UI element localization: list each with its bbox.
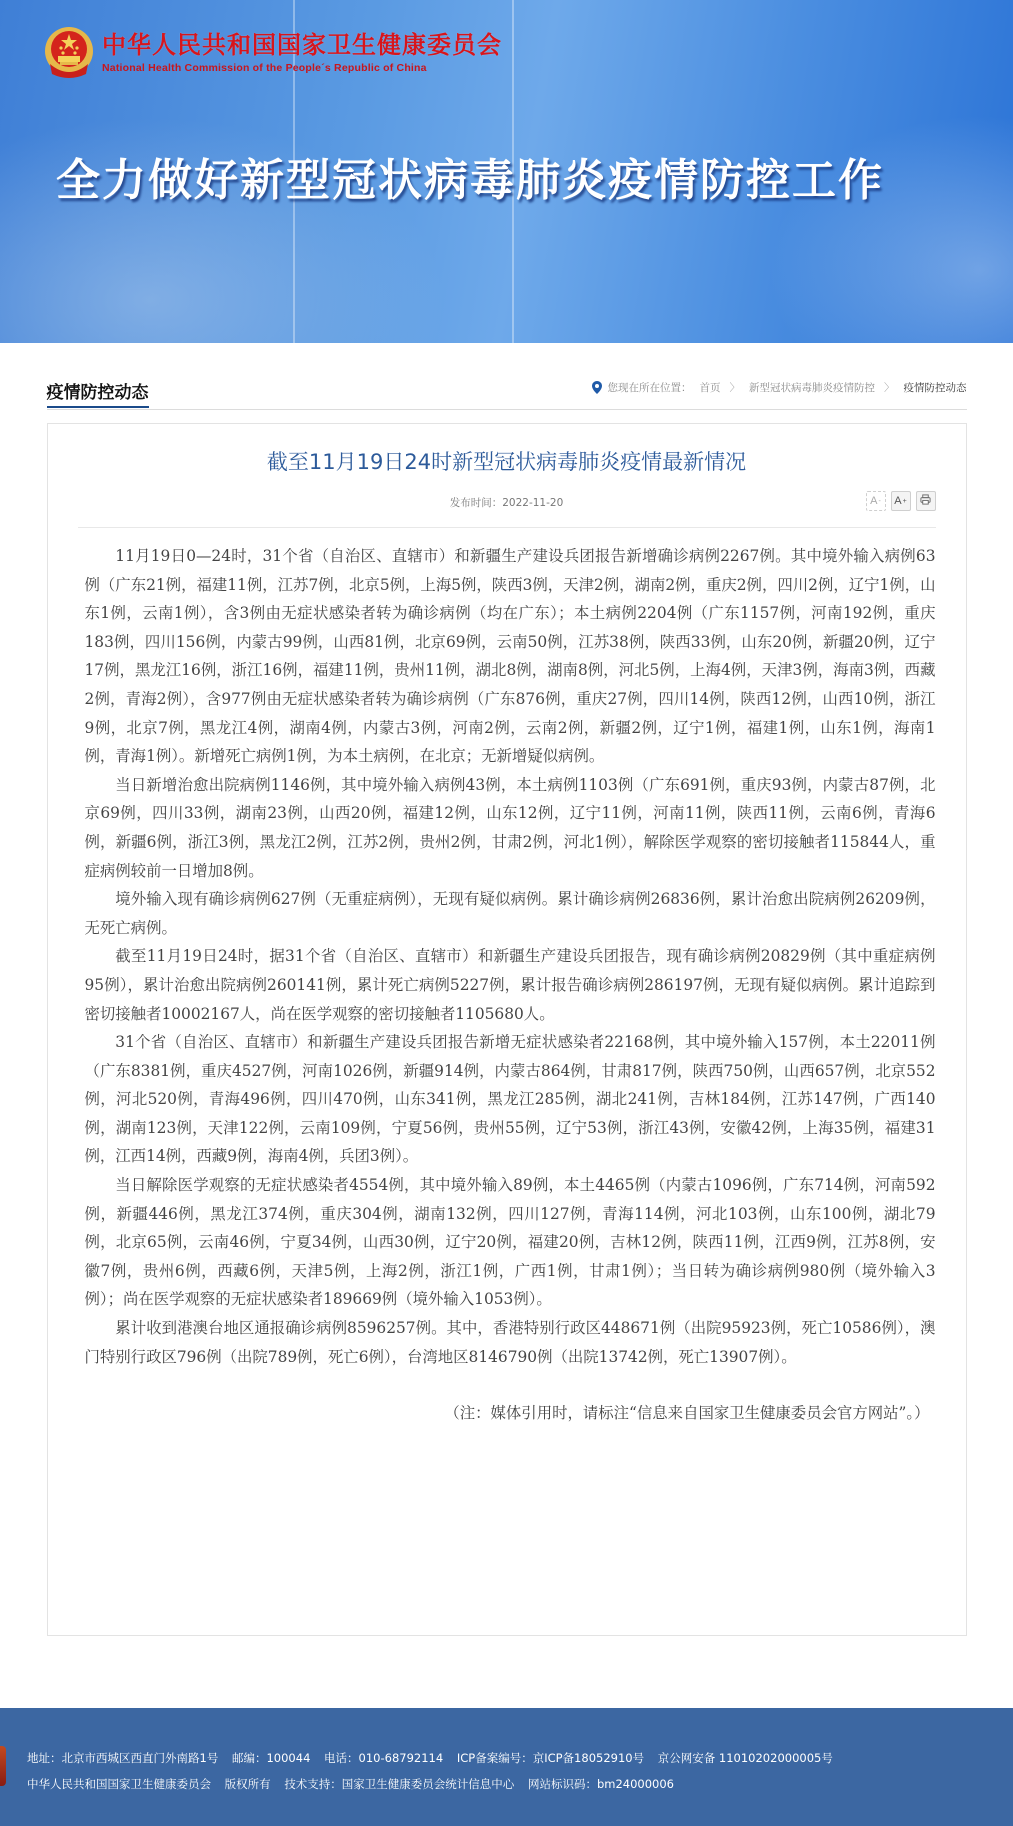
paragraph-cumulative: 截至11月19日24时，据31个省（自治区、直辖市）和新疆生产建设兵团报告，现有确诊病例20829例（其中重症病例95例），累计治愈出院病例260141例，累计死亡病例5227例，累计报告确诊病例286197例，无现有疑似病例。累计追踪到密切接触者10002167人，尚在医学观察的密切接触者1105680人。 [84, 947, 936, 1023]
banner-slogan: 全力做好新型冠状病毒肺炎疫情防控工作 [56, 155, 884, 206]
location-pin-icon [592, 381, 602, 394]
footer-address: 地址：北京市西城区西直门外南路1号 [27, 1751, 219, 1765]
article-body [48, 528, 966, 1428]
publish-time [78, 495, 936, 510]
chevron-right-icon: 〉 [729, 382, 740, 394]
font-increase-label: A [894, 495, 902, 507]
publish-label: 发布时间： [449, 497, 503, 509]
org-name-cn: 中华人民共和国国家卫生健康委员会 [102, 31, 502, 59]
minus-icon: - [878, 497, 881, 505]
citation-note: （注：媒体引用时，请标注“信息来自国家卫生健康委员会官方网站”。） [444, 1404, 930, 1423]
header-banner [0, 0, 1013, 343]
footer-copyright-org: 中华人民共和国国家卫生健康委员会 [27, 1777, 211, 1791]
footer-contact-line [27, 1750, 843, 1766]
chevron-right-icon: 〉 [884, 382, 895, 394]
site-logo[interactable] [42, 24, 502, 80]
paragraph-recovered: 当日新增治愈出院病例1146例，其中境外输入病例43例，本土病例1103例（广东691例，重庆93例，内蒙古87例，北京69例，四川33例，湖南23例，山西20例，福建12例，山东12例，辽宁11例，河南11例，陕西11例，云南6例，青海6例，新疆6例，浙江3例，黑龙江2例，江苏2例，贵州2例，甘肃2例，河北1例），解除医学观察的密切接触者115844人，重症病例较前一日增加8例。 [84, 775, 936, 880]
paragraph-asymptomatic-released: 当日解除医学观察的无症状感染者4554例，其中境外输入89例，本土4465例（内蒙古1096例，广东714例，河南592例，新疆446例，黑龙江374例，重庆304例，湖南132例，四川127例，青海114例，河北103例，山东100例，湖北79例，北京65例，云南46例，宁夏34例，山西30例，辽宁20例，福建20例，吉林12例，陕西11例，江西9例，江苏8例，安徽7例，贵州6例，西藏6例，天津5例，上海2例，浙江1例，广西1例，甘肃1例）；当日转为确诊病例980例（境外输入3例）；尚在医学观察的无症状感染者189669例（境外输入1053例）。 [84, 1176, 936, 1309]
printer-icon [920, 494, 931, 508]
site-footer [0, 1708, 1013, 1826]
footer-tech-support: 技术支持：国家卫生健康委员会统计信息中心 [284, 1777, 515, 1791]
article-meta [78, 488, 936, 528]
breadcrumb-prefix: 您现在所在位置： [607, 382, 692, 394]
section-title: 疫情防控动态 [47, 378, 149, 408]
font-decrease-button[interactable] [866, 491, 886, 511]
publish-date: 2022-11-20 [502, 497, 564, 509]
article-container [47, 423, 967, 1636]
footer-copyright-line [27, 1776, 684, 1792]
article-tools [866, 491, 936, 511]
national-emblem-icon [42, 24, 96, 80]
footer-phone: 电话：010-68792114 [324, 1751, 444, 1765]
breadcrumb [592, 380, 967, 395]
footer-emblem-icon [0, 1746, 6, 1786]
paragraph-imported-summary: 境外输入现有确诊病例627例（无重症病例），无现有疑似病例。累计确诊病例26836例，累计治愈出院病例26209例，无死亡病例。 [84, 890, 936, 937]
section-header [47, 360, 967, 410]
footer-rights: 版权所有 [224, 1777, 271, 1791]
footer-icp[interactable]: ICP备案编号：京ICP备18052910号 [456, 1751, 645, 1765]
article-title: 截至11月19日24时新型冠状病毒肺炎疫情最新情况 [266, 450, 747, 474]
paragraph-new-confirmed: 11月19日0—24时，31个省（自治区、直辖市）和新疆生产建设兵团报告新增确诊病例2267例。其中境外输入病例63例（广东21例，福建11例，江苏7例，北京5例，上海5例，陕西3例，天津2例，湖南2例，重庆2例，四川2例，辽宁1例，山东1例，云南1例），含3例由无症状感染者转为确诊病例（均在广东）；本土病例2204例（广东1157例，河南192例，重庆183例，四川156例，内蒙古99例，山西81例，北京69例，云南50例，江苏38例，陕西33例，山东20例，新疆20例，辽宁17例，黑龙江16例，浙江16例，福建11例，贵州11例，湖北8例，湖南8例，河北5例，上海4例，天津3例，海南3例，西藏2例，青海2例），含977例由无症状感染者转为确诊病例（广东876例，重庆27例，四川14例，陕西12例，山西10例，浙江9例，北京7例，黑龙江4例，湖南4例，内蒙古3例，河南2例，云南2例，新疆2例，辽宁1例，福建1例，山东1例，海南1例，青海1例）。新增死亡病例1例，为本土病例，在北京；无新增疑似病例。 [84, 547, 936, 766]
print-button[interactable] [916, 491, 936, 511]
org-name-en: National Health Commission of the People´s Republic of China [102, 62, 427, 74]
paragraph-asymptomatic-new: 31个省（自治区、直辖市）和新疆生产建设兵团报告新增无症状感染者22168例，其中境外输入157例，本土22011例（广东8381例，重庆4527例，河南1026例，新疆914例，内蒙古864例，甘肃817例，陕西750例，山西657例，北京552例，河北520例，青海496例，四川470例，山东341例，黑龙江285例，湖北241例，吉林184例，江苏147例，广西140例，湖南123例，天津122例，云南109例，宁夏56例，贵州55例，辽宁53例，浙江43例，安徽42例，上海35例，福建31例，江西14例，西藏9例，海南4例，兵团3例）。 [84, 1033, 936, 1166]
footer-site-code: 网站标识码：bm24000006 [527, 1777, 675, 1791]
breadcrumb-current[interactable]: 疫情防控动态 [903, 382, 967, 394]
breadcrumb-covid-prevention[interactable]: 新型冠状病毒肺炎疫情防控 [749, 382, 875, 394]
plus-icon: + [902, 497, 907, 505]
font-decrease-label: A [870, 495, 878, 507]
font-increase-button[interactable] [891, 491, 911, 511]
paragraph-hk-macao-taiwan: 累计收到港澳台地区通报确诊病例8596257例。其中，香港特别行政区448671例（出院95923例，死亡10586例），澳门特别行政区796例（出院789例，死亡6例），台湾地区8146790例（出院13742例，死亡13907例）。 [84, 1319, 936, 1366]
footer-police-record[interactable]: 京公网安备 11010202000005号 [657, 1751, 833, 1765]
footer-postcode: 邮编：100044 [231, 1751, 311, 1765]
breadcrumb-home[interactable]: 首页 [699, 382, 721, 394]
